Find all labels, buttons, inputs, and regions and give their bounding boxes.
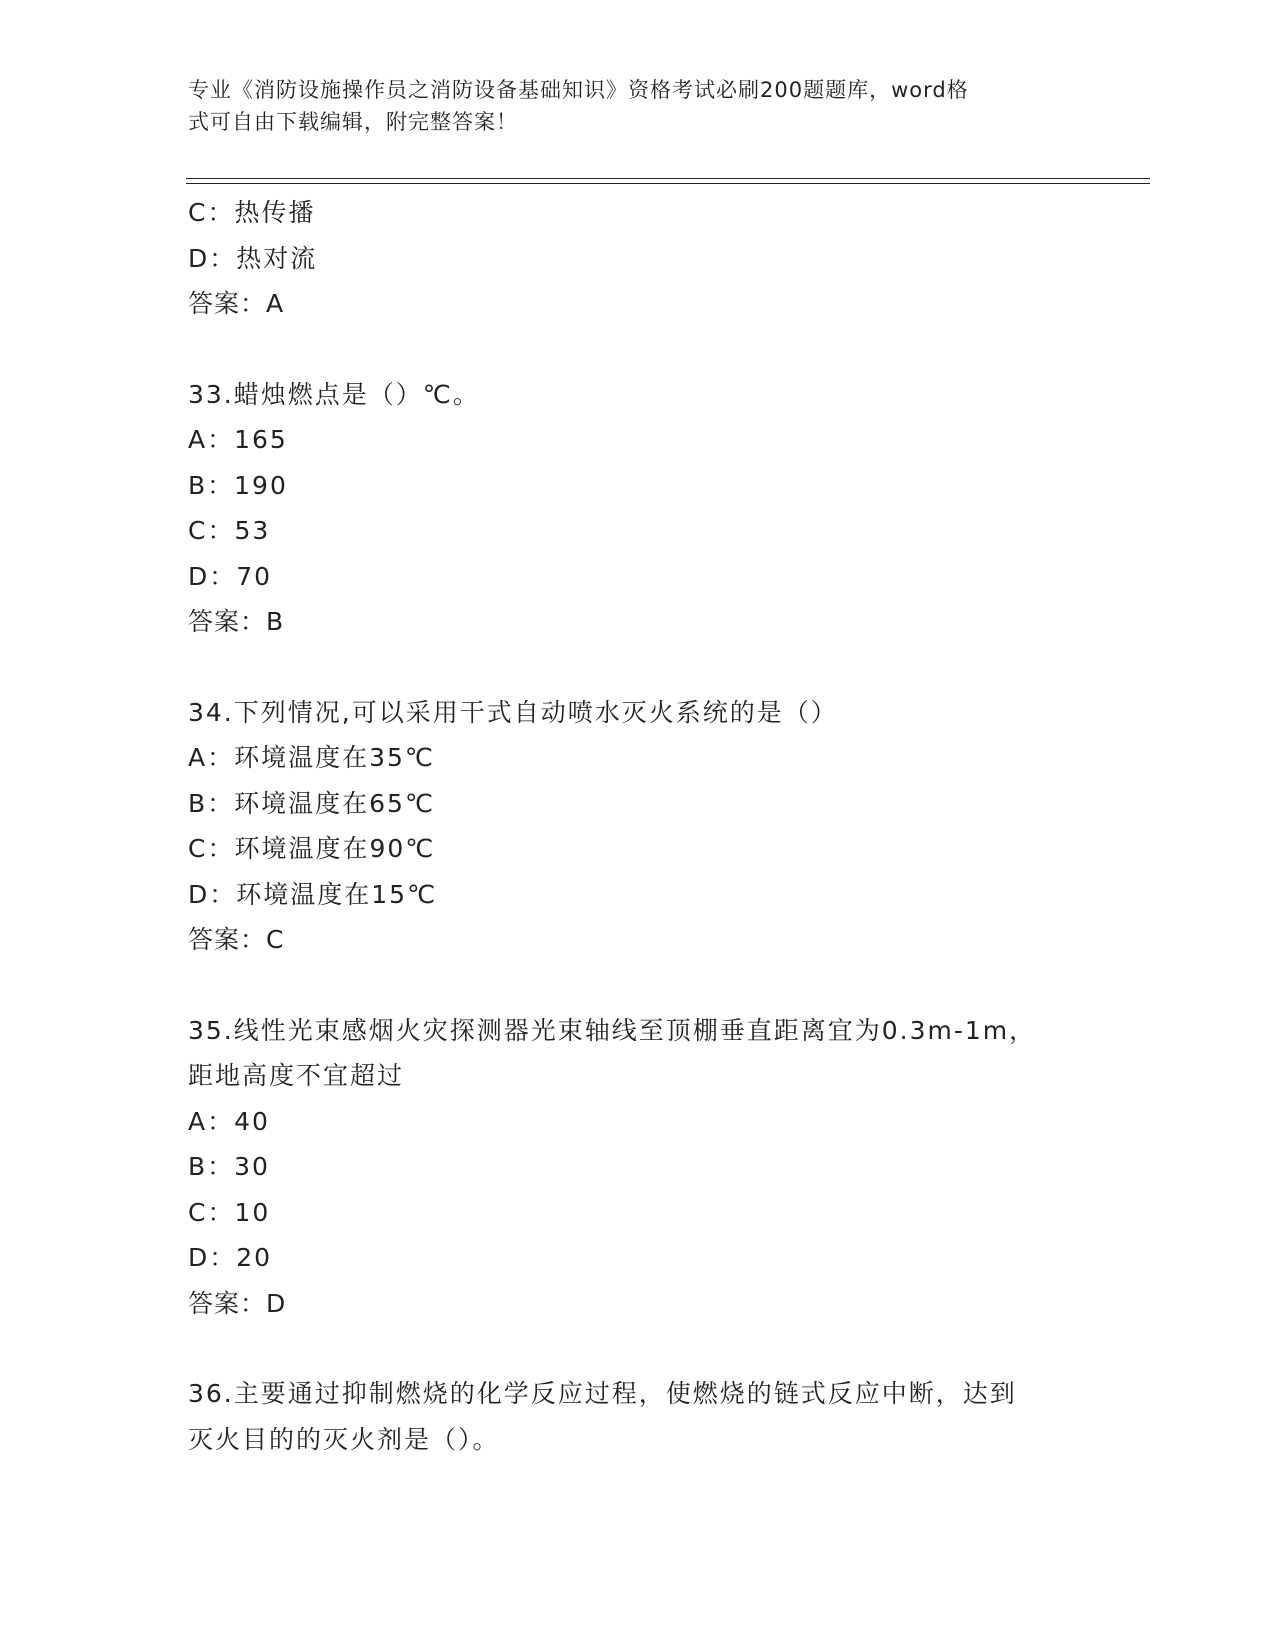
option-d: D：70 [188, 561, 273, 591]
option-b: B：环境温度在65℃ [188, 788, 436, 818]
question-text: 33.蜡烛燃点是（）℃。 [188, 379, 480, 409]
option-c: C：环境温度在90℃ [188, 834, 436, 863]
option-b: B：190 [188, 470, 288, 500]
option-c: C：热传播 [188, 198, 316, 227]
option-a: A：165 [188, 425, 288, 454]
question-list [188, 190, 1138, 1462]
question-block-33 [188, 372, 1138, 645]
question-text-continued: 灭火目的的灭火剂是（）。 [188, 1424, 500, 1454]
header-line-1: 专业《消防设施操作员之消防设备基础知识》资格考试必刷200题题库，word格 [188, 78, 969, 102]
option-c: C：53 [188, 516, 271, 545]
option-b: B：30 [188, 1152, 270, 1181]
option-a: A：40 [188, 1106, 270, 1136]
question-text: 35.线性光束感烟火灾探测器光束轴线至顶棚垂直距离宜为0.3m-1m， [188, 1015, 1037, 1045]
option-c: C：10 [188, 1197, 271, 1227]
question-block-36 [188, 1371, 1138, 1462]
header-divider-bottom [186, 183, 1150, 184]
option-d: D：热对流 [188, 243, 318, 273]
answer-line: 答案：B [188, 607, 285, 636]
document-header [188, 74, 1068, 138]
option-d: D：环境温度在15℃ [188, 879, 438, 909]
question-block-34 [188, 690, 1138, 963]
spacer [188, 963, 1138, 1008]
answer-line: 答案：D [188, 1288, 287, 1318]
header-line-2: 式可自由下载编辑，附完整答案！ [188, 110, 518, 134]
answer-line: 答案：A [188, 289, 285, 318]
question-text: 36.主要通过抑制燃烧的化学反应过程，使燃烧的链式反应中断，达到 [188, 1379, 1017, 1408]
question-block-35 [188, 1008, 1138, 1327]
spacer [188, 645, 1138, 690]
option-a: A：环境温度在35℃ [188, 743, 435, 772]
option-d: D：20 [188, 1243, 273, 1272]
question-text: 34.下列情况,可以采用干式自动喷水灭火系统的是（） [188, 697, 838, 727]
spacer [188, 327, 1138, 372]
answer-line: 答案：C [188, 925, 285, 954]
question-block-prev [188, 190, 1138, 327]
spacer [188, 1326, 1138, 1371]
question-text-continued: 距地高度不宜超过 [188, 1061, 405, 1090]
header-divider-top [186, 178, 1150, 179]
